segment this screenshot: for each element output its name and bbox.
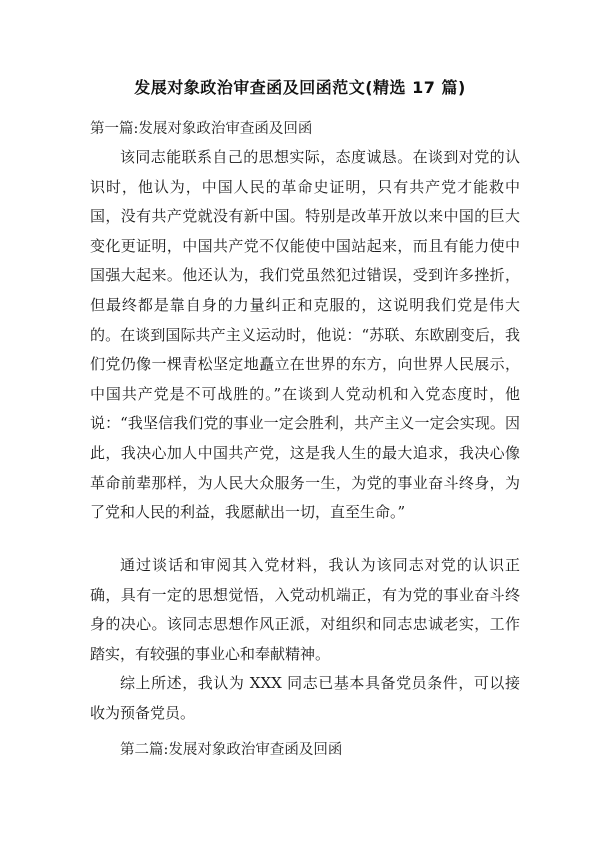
document-title: 发展对象政治审查函及回函范文(精选 17 篇) [134,78,466,97]
paragraph-2: 通过谈话和审阅其入党材料，我认为该同志对党的认识正确，具有一定的思想觉悟，入党动机端正，有为党的事业奋斗终身的决心。该同志思想作风正派，对组织和同志忠诚老实，工作踏实，有较强的事业心和奉献精神。 [90,556,520,663]
section-heading-2: 第二篇:发展对象政治审查函及回函 [120,742,343,758]
paragraph-3: 综上所述，我认为 XXX 同志已基本具备党员条件，可以接收为预备党员。 [90,674,520,722]
paragraph-1: 该同志能联系自己的思想实际，态度诚恳。在谈到对党的认识时，他认为，中国人民的革命史证明，只有共产党才能救中国，没有共产党就没有新中国。特别是改革开放以来中国的巨大变化更证明，中国共产党不仅能使中国站起来，而且有能力使中国强大起来。他还认为，我们党虽然犯过错误，受到许多挫折，但最终都是靠自身的力量纠正和克服的，这说明我们党是伟大的。在谈到国际共产主义运动时，他说：“苏联、东欧剧变后，我们党仍像一棵青松坚定地矗立在世界的东方，向世界人民展示，中国共产党是不可战胜的。”在谈到人党动机和入党态度时，他说：“我坚信我们党的事业一定会胜利，共产主义一定会实现。因此，我决心加人中国共产党，这是我人生的最大追求，我决心像革命前辈那样，为人民大众服务一生，为党的事业奋斗终身，为了党和人民的利益，我愿献出一切，直至生命。” [90,148,520,522]
section-heading-1: 第一篇:发展对象政治审查函及回函 [90,121,313,137]
